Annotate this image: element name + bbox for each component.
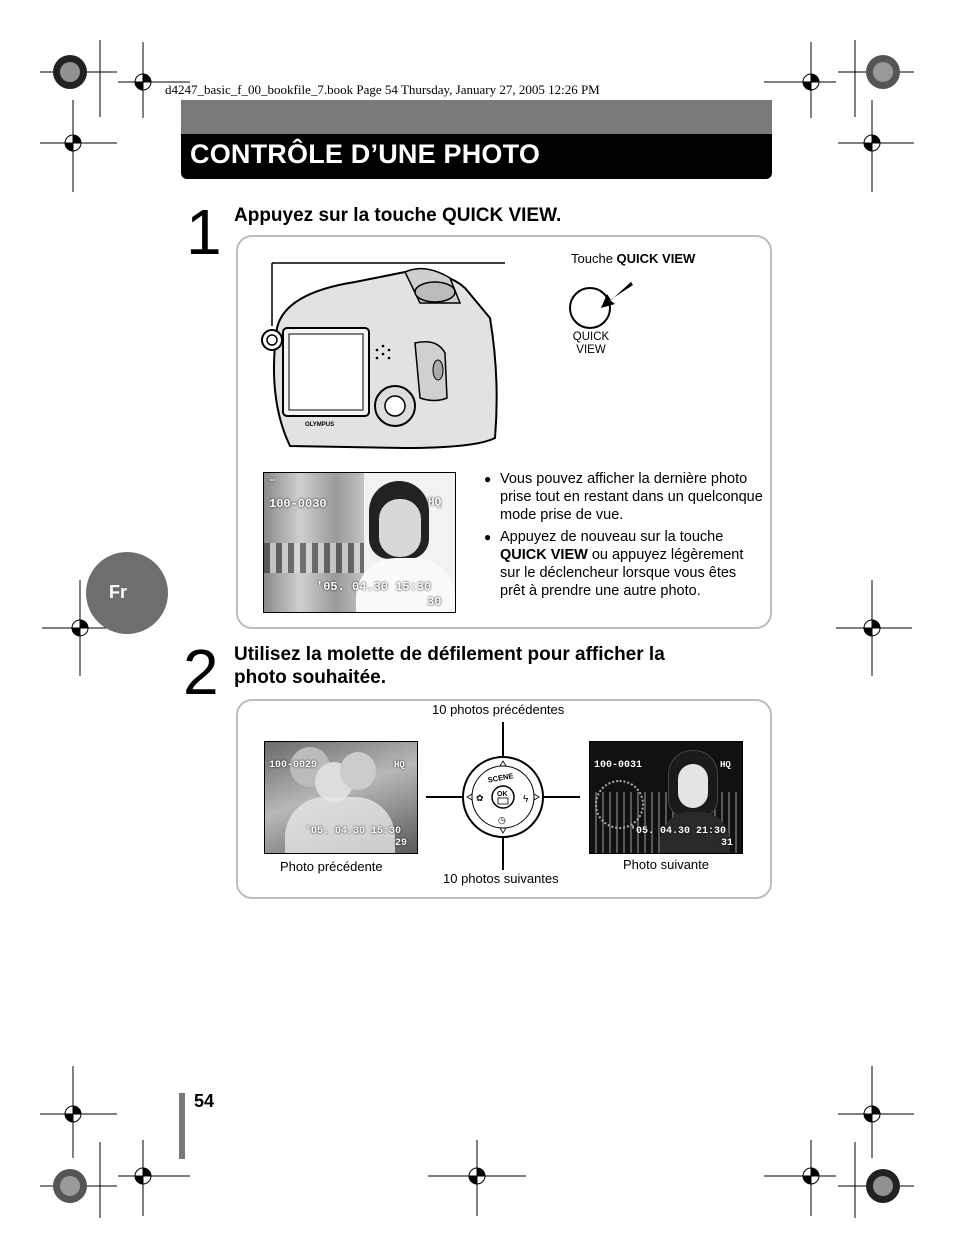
language-tab-label: Fr (109, 582, 127, 602)
step-1-heading: Appuyez sur la touche QUICK VIEW. (234, 205, 562, 226)
label-next-10: 10 photos suivantes (443, 871, 559, 886)
step-2-number: 2 (183, 636, 219, 708)
svg-text:ϟ: ϟ (523, 794, 529, 805)
label-next-photo: Photo suivante (623, 857, 710, 872)
left-osd-datetime: '05. 04.30 15:30 (305, 826, 402, 837)
next-photo-thumbnail (589, 741, 743, 854)
label-previous-photo: Photo précédente (280, 859, 383, 874)
right-osd-datetime: '05. 04.30 21:30 (630, 826, 727, 837)
camera-illustration (255, 258, 505, 458)
bullet-1: ● Vous pouvez afficher la dernière photo prise tout en restant dans un quelconque mode prise de vue. (484, 470, 764, 524)
svg-text:◷: ◷ (498, 815, 506, 825)
quick-view-callout: Touche QUICK VIEW (571, 251, 696, 266)
page-number: 54 (194, 1091, 215, 1111)
left-osd-file: 100-0029 (269, 760, 318, 771)
camera-brand-text: OLYMPUS (305, 422, 335, 428)
language-tab (86, 552, 168, 634)
step-2-heading: Utilisez la molette de défilement pour afficher la photo souhaitée. (234, 644, 665, 688)
dial-scene-label: SCENE (487, 771, 515, 785)
right-osd-frame: 31 (721, 838, 734, 849)
quick-view-button-label: QUICK VIEW (572, 331, 610, 356)
svg-text:✿: ✿ (476, 793, 484, 803)
title-bar-accent (181, 100, 772, 134)
page-number-bar (179, 1093, 185, 1159)
right-osd-file: 100-0031 (594, 760, 643, 771)
bullet-2: ● Appuyez de nouveau sur la touche QUICK VIEW ou appuyez légèrement sur le déclencheur lorsque vous êtes prêt à prendre une autre photo. (484, 528, 764, 600)
page-title: CONTRÔLE D’UNE PHOTO (190, 139, 541, 169)
right-osd-quality: HQ (720, 760, 731, 770)
preview-photo-1: ▭ 100-0030 HQ '05. 04.30 15:30 30 (263, 472, 456, 613)
step-1-number: 1 (186, 196, 222, 268)
osd-file-number: 100-0030 (269, 497, 327, 511)
osd-frame-number: 30 (427, 595, 442, 609)
left-osd-quality: HQ (394, 760, 405, 770)
quick-view-button-illustration (563, 278, 643, 338)
book-header-line: d4247_basic_f_00_bookfile_7.book Page 54 Thursday, January 27, 2005 12:26 PM (165, 82, 600, 97)
previous-photo-thumbnail (264, 741, 418, 854)
osd-datetime: '05. 04.30 15:30 (316, 580, 432, 594)
step-1-bullets (484, 470, 764, 604)
left-osd-frame: 29 (395, 838, 408, 849)
dial-ok-label: OK (497, 791, 508, 798)
scroll-dial-illustration (426, 722, 582, 870)
label-previous-10: 10 photos précédentes (432, 702, 565, 717)
osd-quality: HQ (428, 497, 442, 509)
